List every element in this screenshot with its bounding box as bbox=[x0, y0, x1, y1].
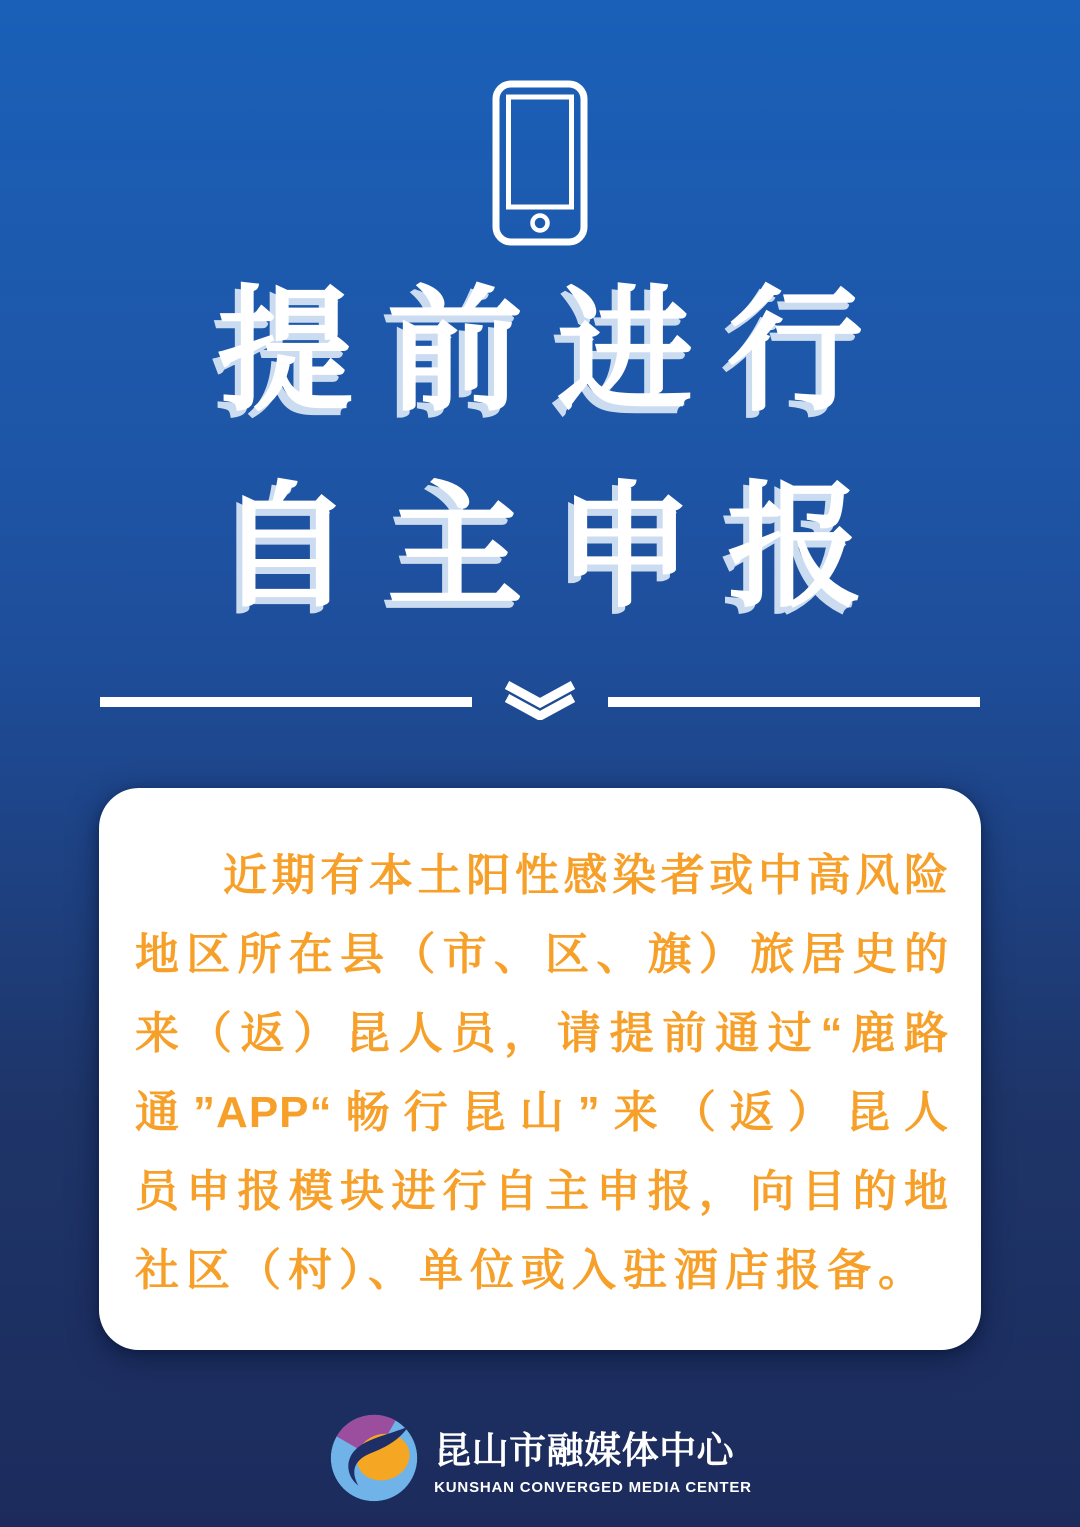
divider-line-left bbox=[100, 697, 472, 707]
poster-title-line-2: 自主申报 bbox=[217, 471, 897, 623]
org-name-en: KUNSHAN CONVERGED MEDIA CENTER bbox=[434, 1479, 752, 1496]
notice-text-line: 来（返）昆人员，请提前通过“鹿路 bbox=[135, 1009, 949, 1058]
notice-text-line: 社区（村）、单位或入驻酒店报备。 bbox=[135, 1246, 929, 1295]
footer-brand bbox=[328, 1412, 752, 1504]
notice-card bbox=[99, 788, 981, 1350]
divider-line-right bbox=[608, 697, 980, 707]
poster-title-line-1: 提前进行 bbox=[217, 275, 897, 427]
kunshan-converged-media-logo-icon bbox=[328, 1412, 420, 1504]
double-chevron-down-icon bbox=[502, 680, 578, 725]
notice-text-line: 员申报模块进行自主申报，向目的地 bbox=[135, 1167, 949, 1216]
divider bbox=[100, 682, 980, 722]
notice-text-line: 近期有本土阳性感染者或中高风险 bbox=[223, 851, 949, 900]
phone-icon bbox=[492, 80, 588, 246]
notice-text-line: 通”APP“畅行昆山”来（返）昆人 bbox=[135, 1088, 949, 1137]
notice-text-line: 地区所在县（市、区、旗）旅居史的 bbox=[135, 930, 949, 979]
org-name-zh: 昆山市融媒体中心 bbox=[434, 1430, 735, 1471]
